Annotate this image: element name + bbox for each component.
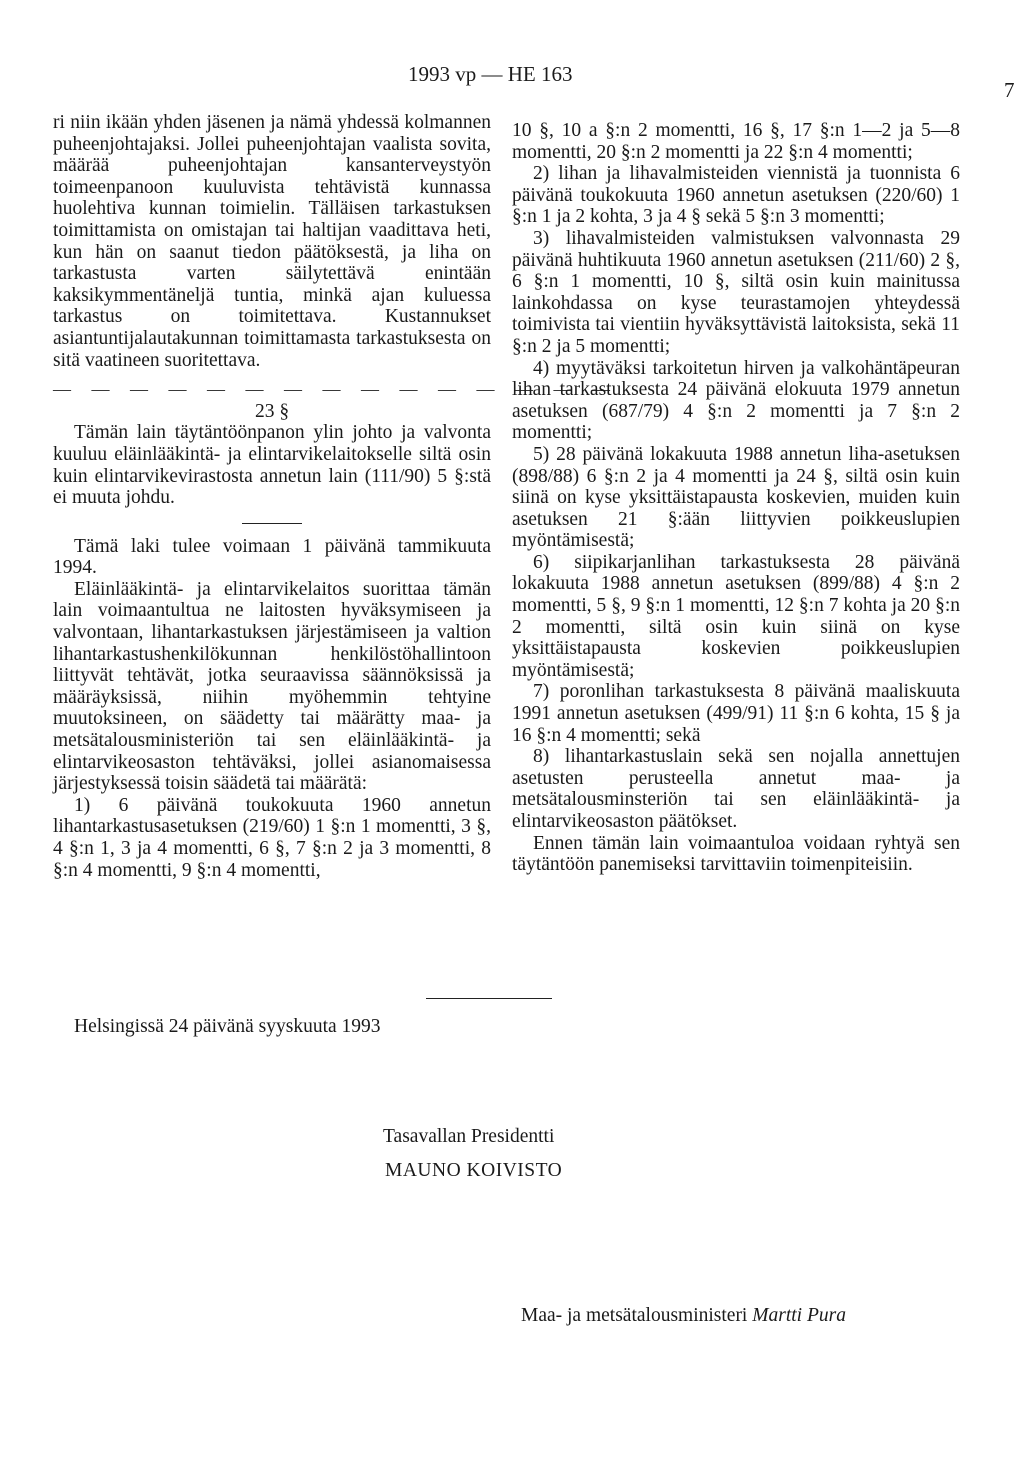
president-title: Tasavallan Presidentti <box>383 1126 555 1147</box>
list-item-6: 6) siipikarjanlihan tarkastuksesta 28 päivänä lokakuuta 1988 annetun asetuksen (899/88) 4 §:n 2 momentti, 5 §, 9 §:n 1 momentti, 12 §:n 7 kohta ja 20 §:n 2 momentti, siltä osin kuin siinä on kyse yksittäistapausta koskevien poikkeuslupien myöntämisestä; <box>512 551 960 681</box>
entry-into-force: Tämä laki tulee voimaan 1 päivänä tammikuuta 1994. <box>53 535 491 579</box>
list-item-3: 3) lihavalmisteiden valmistuksen valvonnasta 29 päivänä huhtikuuta 1960 annetun asetuksen (211/60) 2 §, 6 §:n 1 momentti, 10 §, siltä osin kuin mainitussa lainkohdassa on kyse teurastamojen yhteydessä toimivista tai vientiin hyväksyttävistä laitoksista, sekä 11 §:n 2 ja 5 momentti; <box>512 227 960 357</box>
right-column <box>512 120 960 876</box>
minister-signature <box>521 1305 846 1327</box>
list-item-7: 7) poronlihan tarkastuksesta 8 päivänä maaliskuuta 1991 annetun asetuksen (499/91) 11 §:n 6 kohta, 15 § ja 16 §:n 4 momentti; sekä <box>512 681 960 746</box>
page-header <box>0 62 1024 102</box>
running-head: 1993 vp — HE 163 <box>408 62 573 86</box>
list-item-1-continuation: 10 §, 10 a §:n 2 momentti, 16 §, 17 §:n 1—2 ja 5—8 momentti, 20 §:n 2 momentti ja 22 §:n 4 momentti; <box>512 120 960 163</box>
page-number: 7 <box>1004 78 1015 102</box>
omission-dashes: — — — — — — — — — — — — — — — <box>53 379 618 400</box>
left-column <box>53 112 618 881</box>
list-item-1: 1) 6 päivänä toukokuuta 1960 annetun lihantarkastusasetuksen (219/60) 1 §:n 1 momentti, 3 §, 4 §:n 1, 3 ja 4 momentti, 6 §, 7 §:n 2 ja 3 momentti, 8 §:n 4 momentti, 9 §:n 4 momentti, <box>53 794 491 881</box>
transition-paragraph: Eläinlääkintä- ja elintarvikelaitos suorittaa tämän lain voimaantultua ne laitosten hyväksymiseen ja valvontaan, lihantarkastuksen järjestämiseen ja valtion lihantarkastushenkilökunnan henkilöstöhallintoon liittyvät tehtävät, jotka seuraavissa säännöksissä ja määräyksissä, niihin myöhemmin tehtyine muutoksineen, on säädetty tai määrätty maa- ja metsätalousministeriön tai sen eläinlääkintä- ja elintarvikeosaston tehtäväksi, jollei asianomaisessa järjestyksessä toisin säädetä tai määrätä: <box>53 578 491 795</box>
section-heading: 23 § <box>254 400 290 422</box>
president-name: MAUNO KOIVISTO <box>385 1160 563 1181</box>
list-item-8: 8) lihantarkastuslain sekä sen nojalla annettujen asetusten perusteella annetut maa- ja metsätalousminsteriön tai sen eläinlääkintä- ja elintarvikeosaston päätökset. <box>512 746 960 832</box>
minister-name: Martti Pura <box>752 1305 846 1326</box>
list-item-2: 2) lihan ja lihavalmisteiden viennistä ja tuonnista 6 päivänä toukokuuta 1960 annetun asetuksen (220/60) 1 §:n 1 ja 2 kohta, 3 ja 4 § sekä 5 §:n 3 momentti; <box>512 163 960 228</box>
paragraph-continuation: ri niin ikään yhden jäsenen ja nämä yhdessä kolmannen puheenjohtajaksi. Jollei puheenjohtajan vaalista sovita, määrää puheenjohtajan kansanterveystyön toimeenpanoon kuuluvista tehtävistä kunnassa huolehtiva kunnan toimielin. Tälläisen tarkastuksen toimittamista on omistajan tai haltijan vaadittava heti, kun hän on saanut tiedon päätöksestä, ja liha on tarkastusta varten säilytettävä enintään kaksikymmentäneljä tuntia, minkä ajan kuluessa tarkastus on toimitettava. Kustannukset asiantuntijalautakunnan toimittamasta tarkastuksesta on sitä vaatineen suoritettava. <box>53 112 491 371</box>
section-text: Tämän lain täytäntöönpanon ylin johto ja valvonta kuuluu eläinlääkintä- ja elintarvikelaitokselle siltä osin kuin elintarvikevirastosta annetun lain (111/90) 5 §:stä ei muuta johdu. <box>53 422 491 509</box>
separator-rule <box>426 998 552 999</box>
minister-title: Maa- ja metsätalousministeri <box>521 1305 753 1326</box>
list-item-4: 4) myytäväksi tarkoitetun hirven ja valkohäntäpeuran lihan tarkastuksesta 24 päivänä elokuuta 1979 annetun asetuksen (687/79) 4 §:n 2 momentti ja 7 §:n 2 momentti; <box>512 357 960 444</box>
place-date: Helsingissä 24 päivänä syyskuuta 1993 <box>74 1016 381 1037</box>
list-item-5: 5) 28 päivänä lokakuuta 1988 annetun liha-asetuksen (898/88) 6 §:n 2 ja 4 momentti ja 24 §, siltä osin kuin siinä on kyse yksittäistapausta koskevien, muiden kuin asetuksen 21 §:ään liittyvien poikkeuslupien myöntämisestä; <box>512 443 960 552</box>
final-paragraph: Ennen tämän lain voimaantuloa voidaan ryhtyä sen täytäntöön panemiseksi tarvittaviin toimenpiteisiin. <box>512 832 960 876</box>
divider-rule <box>242 523 302 524</box>
